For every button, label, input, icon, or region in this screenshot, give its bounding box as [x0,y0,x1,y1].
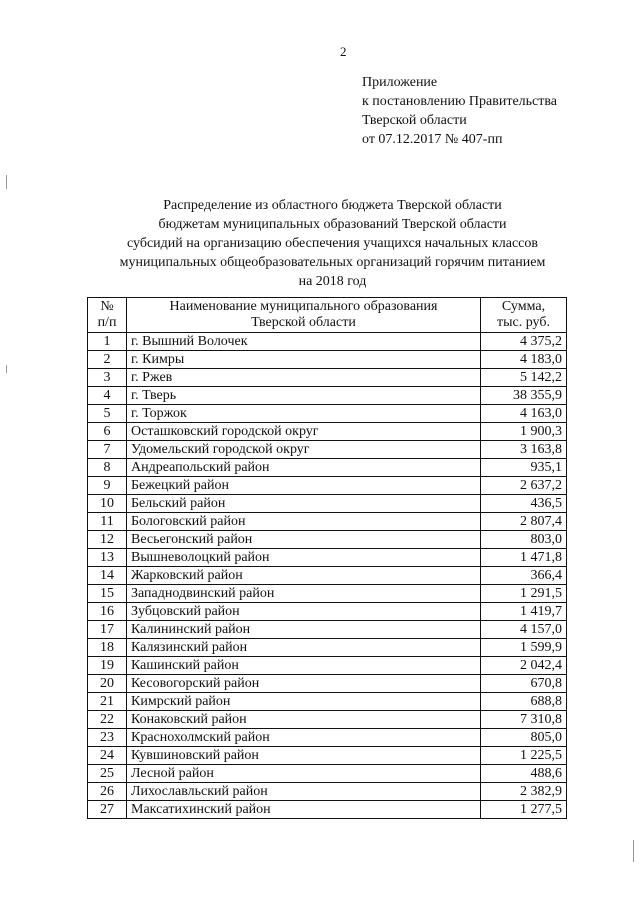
appendix-line: от 07.12.2017 № 407-пп [362,132,503,147]
table-row [88,549,567,567]
table-row [88,603,567,621]
row-sum: 1 471,8 [481,549,567,567]
table-row [88,333,567,351]
header-number: № п/п [88,298,127,333]
row-municipality: Западнодвинский район [127,585,481,603]
row-municipality: Кимрский район [127,693,481,711]
row-number: 25 [88,765,127,783]
row-sum: 5 142,2 [481,369,567,387]
table-row [88,567,567,585]
row-sum: 1 599,9 [481,639,567,657]
table-row [88,711,567,729]
table-row [88,351,567,369]
scan-edge-mark [6,175,7,189]
row-sum: 2 382,9 [481,783,567,801]
row-municipality: г. Вышний Волочек [127,333,481,351]
row-number: 20 [88,675,127,693]
header-name: Наименование муниципального образования Тверской области [127,298,481,333]
title-line: субсидий на организацию обеспечения учащихся начальных классов [127,236,538,251]
subsidy-table [87,297,567,819]
row-number: 1 [88,333,127,351]
row-municipality: г. Кимры [127,351,481,369]
row-sum: 1 277,5 [481,801,567,819]
table-header-row [88,298,567,333]
row-municipality: Удомельский городской округ [127,441,481,459]
row-number: 17 [88,621,127,639]
table-row [88,531,567,549]
scan-edge-mark [6,365,7,373]
row-number: 11 [88,513,127,531]
row-sum: 4 163,0 [481,405,567,423]
title-line: на 2018 год [298,274,367,289]
row-number: 22 [88,711,127,729]
row-number: 19 [88,657,127,675]
row-sum: 2 042,4 [481,657,567,675]
row-number: 7 [88,441,127,459]
table-row [88,441,567,459]
row-number: 21 [88,693,127,711]
table-row [88,801,567,819]
row-municipality: Весьегонский район [127,531,481,549]
row-municipality: Конаковский район [127,711,481,729]
row-number: 6 [88,423,127,441]
table-row [88,405,567,423]
table-row [88,513,567,531]
row-municipality: Осташковский городской округ [127,423,481,441]
row-municipality: Лесной район [127,765,481,783]
row-sum: 670,8 [481,675,567,693]
title-line: Распределение из областного бюджета Тверской области [163,198,502,213]
table-row [88,693,567,711]
row-number: 24 [88,747,127,765]
row-sum: 1 291,5 [481,585,567,603]
row-sum: 805,0 [481,729,567,747]
row-sum: 935,1 [481,459,567,477]
title-line: муниципальных общеобразовательных организаций горячим питанием [119,255,546,270]
table-row [88,639,567,657]
row-sum: 38 355,9 [481,387,567,405]
row-number: 26 [88,783,127,801]
row-sum: 1 225,5 [481,747,567,765]
row-sum: 2 807,4 [481,513,567,531]
row-sum: 4 183,0 [481,351,567,369]
row-number: 9 [88,477,127,495]
row-municipality: г. Тверь [127,387,481,405]
row-municipality: Кашинский район [127,657,481,675]
row-sum: 7 310,8 [481,711,567,729]
table-row [88,387,567,405]
row-municipality: Калининский район [127,621,481,639]
row-number: 4 [88,387,127,405]
row-number: 14 [88,567,127,585]
title-line: бюджетам муниципальных образований Тверской области [158,217,507,232]
row-number: 12 [88,531,127,549]
row-number: 2 [88,351,127,369]
table-row [88,369,567,387]
row-sum: 2 637,2 [481,477,567,495]
row-sum: 1 900,3 [481,423,567,441]
row-municipality: Калязинский район [127,639,481,657]
row-number: 10 [88,495,127,513]
page-number: 2 [340,44,347,59]
appendix-block [362,73,557,149]
appendix-line: Тверской области [362,113,467,128]
row-sum: 4 157,0 [481,621,567,639]
document-title [90,196,575,291]
row-number: 3 [88,369,127,387]
appendix-line: к постановлению Правительства [362,94,558,109]
appendix-line: Приложение [362,75,438,90]
row-municipality: Бологовский район [127,513,481,531]
row-sum: 1 419,7 [481,603,567,621]
table-row [88,585,567,603]
row-number: 13 [88,549,127,567]
row-municipality: Жарковский район [127,567,481,585]
table-row [88,621,567,639]
table-row [88,423,567,441]
row-sum: 4 375,2 [481,333,567,351]
header-sum: Сумма, тыс. руб. [481,298,567,333]
row-sum: 366,4 [481,567,567,585]
row-municipality: Краснохолмский район [127,729,481,747]
row-municipality: г. Ржев [127,369,481,387]
table-row [88,495,567,513]
row-municipality: Бежецкий район [127,477,481,495]
row-municipality: Бельский район [127,495,481,513]
table-row [88,765,567,783]
row-number: 8 [88,459,127,477]
row-municipality: г. Торжок [127,405,481,423]
table-row [88,783,567,801]
row-number: 27 [88,801,127,819]
table-row [88,747,567,765]
table-row [88,675,567,693]
row-sum: 3 163,8 [481,441,567,459]
row-municipality: Кувшиновский район [127,747,481,765]
table-row [88,657,567,675]
table-row [88,729,567,747]
row-sum: 488,6 [481,765,567,783]
table-row [88,477,567,495]
row-sum: 688,8 [481,693,567,711]
row-municipality: Зубцовский район [127,603,481,621]
scan-edge-mark [633,840,634,862]
row-number: 5 [88,405,127,423]
row-number: 23 [88,729,127,747]
row-number: 16 [88,603,127,621]
row-municipality: Максатихинский район [127,801,481,819]
row-number: 18 [88,639,127,657]
row-municipality: Кесовогорский район [127,675,481,693]
row-sum: 803,0 [481,531,567,549]
row-municipality: Андреапольский район [127,459,481,477]
row-sum: 436,5 [481,495,567,513]
row-number: 15 [88,585,127,603]
row-municipality: Вышневолоцкий район [127,549,481,567]
table-row [88,459,567,477]
row-municipality: Лихославльский район [127,783,481,801]
